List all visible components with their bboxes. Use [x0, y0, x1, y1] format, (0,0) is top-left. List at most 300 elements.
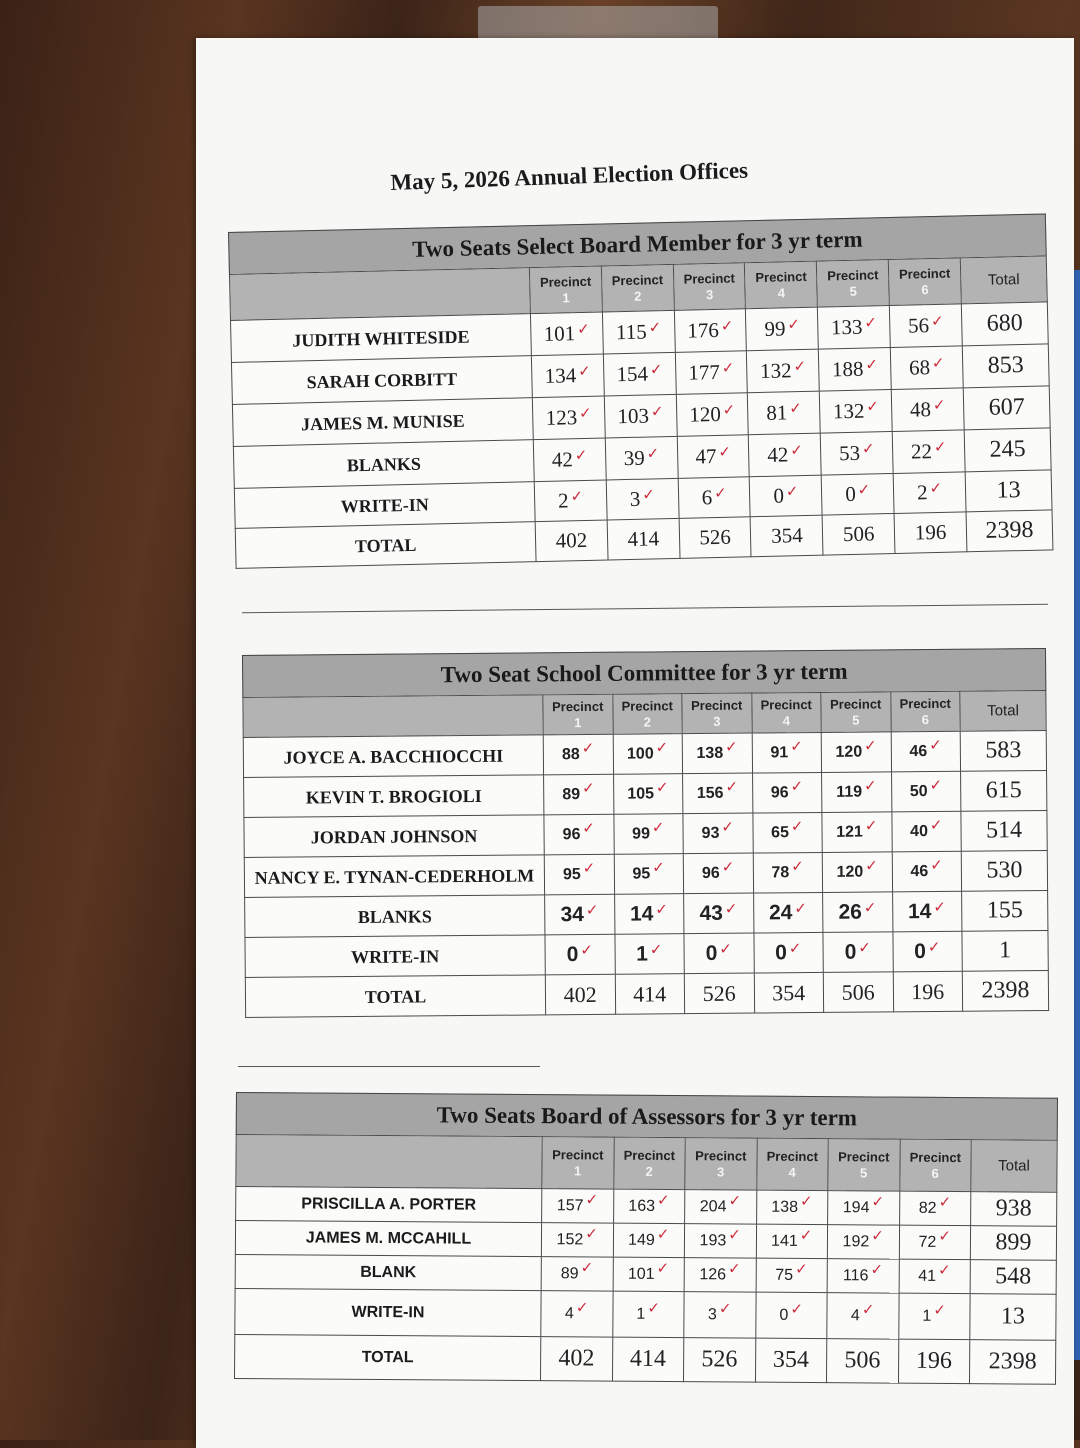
- table-row: [235, 1254, 1056, 1294]
- check-mark-icon: ✓: [585, 1190, 599, 1209]
- candidate-name: NANCY E. TYNAN-CEDERHOLM: [244, 855, 544, 898]
- check-mark-icon: ✓: [799, 1225, 813, 1245]
- check-mark-icon: ✓: [652, 858, 665, 877]
- check-mark-icon: ✓: [938, 1260, 951, 1279]
- check-mark-icon: ✓: [871, 1226, 884, 1245]
- precinct-count: [751, 515, 824, 557]
- check-mark-icon: ✓: [649, 939, 663, 958]
- precinct-label: Precinct: [899, 695, 951, 711]
- precinct-count: [544, 814, 614, 855]
- count-value: 196: [915, 1347, 952, 1375]
- row-total: 615: [961, 770, 1047, 811]
- precinct-count: [747, 349, 820, 393]
- count-value: 138: [696, 744, 724, 763]
- candidate-name: WRITE-IN: [235, 1288, 541, 1336]
- precinct-header: [673, 263, 746, 311]
- row-total: 155: [962, 890, 1048, 931]
- check-mark-icon: ✓: [871, 1192, 885, 1211]
- check-mark-icon: ✓: [929, 775, 943, 795]
- precinct-count: [542, 1189, 614, 1223]
- check-mark-icon: ✓: [651, 818, 665, 837]
- check-mark-icon: ✓: [800, 1191, 813, 1211]
- check-mark-icon: ✓: [864, 816, 878, 835]
- precinct-header: [682, 693, 752, 734]
- count-value: 24: [768, 900, 793, 924]
- row-total: 607: [963, 386, 1050, 430]
- count-value: 506: [841, 978, 875, 1005]
- check-mark-icon: ✓: [713, 483, 727, 503]
- count-value: 43: [699, 901, 724, 925]
- check-mark-icon: ✓: [581, 738, 595, 758]
- precinct-count: [541, 1223, 613, 1257]
- count-value: 14: [907, 899, 932, 923]
- check-mark-icon: ✓: [722, 400, 736, 419]
- count-value: 82: [918, 1199, 937, 1217]
- precinct-header: [821, 692, 891, 733]
- count-value: 120: [836, 863, 864, 881]
- school-committee-table: [242, 690, 1049, 1018]
- precinct-count: [679, 517, 752, 559]
- count-value: 101: [543, 321, 576, 346]
- count-value: 156: [696, 784, 724, 803]
- precinct-header: [543, 694, 613, 735]
- check-mark-icon: ✓: [648, 318, 662, 337]
- precinct-number: 4: [788, 1164, 796, 1180]
- precinct-count: [756, 1224, 828, 1258]
- precinct-count: [892, 931, 962, 972]
- precinct-count: [535, 520, 608, 562]
- precinct-count: [612, 1337, 684, 1381]
- count-value: 50: [909, 783, 928, 801]
- precinct-count: [823, 892, 893, 933]
- precinct-header: [899, 1139, 971, 1191]
- precinct-count: [892, 430, 965, 474]
- precinct-number: 2: [643, 713, 652, 729]
- count-value: 0: [844, 940, 857, 964]
- count-value: 126: [699, 1266, 727, 1284]
- precinct-count: [828, 1191, 900, 1225]
- check-mark-icon: ✓: [932, 395, 946, 415]
- precinct-count: [532, 396, 605, 440]
- precinct-count: [604, 394, 677, 438]
- count-value: 4: [564, 1305, 574, 1323]
- count-value: 105: [627, 785, 655, 803]
- precinct-count: [685, 1190, 757, 1224]
- count-value: 204: [699, 1198, 727, 1216]
- precinct-count: [822, 772, 892, 813]
- precinct-header: [828, 1139, 900, 1191]
- count-value: 1: [636, 941, 649, 966]
- name-column-header: [229, 268, 530, 321]
- check-mark-icon: ✓: [655, 738, 669, 757]
- count-value: 68: [908, 355, 931, 380]
- row-total: 548: [970, 1260, 1056, 1295]
- precinct-count: [821, 732, 891, 773]
- precinct-count: [684, 893, 754, 934]
- candidate-name: JAMES M. MUNISE: [232, 398, 533, 447]
- row-total: 13: [970, 1294, 1056, 1341]
- precinct-header: [529, 266, 602, 314]
- count-value: 1: [636, 1305, 646, 1323]
- row-total: 2398: [962, 970, 1048, 1011]
- check-mark-icon: ✓: [656, 1224, 670, 1244]
- precinct-count: [606, 478, 679, 520]
- precinct-count: [891, 731, 961, 772]
- count-value: 46: [909, 743, 928, 761]
- count-value: 14: [629, 901, 654, 926]
- precinct-count: [677, 435, 750, 479]
- precinct-count: [530, 312, 603, 356]
- precinct-label: Precinct: [551, 698, 604, 714]
- candidate-name: JUDITH WHITESIDE: [231, 314, 532, 363]
- precinct-count: [607, 518, 680, 560]
- count-value: 526: [701, 1346, 738, 1373]
- check-mark-icon: ✓: [585, 1224, 598, 1243]
- table-row: [244, 850, 1047, 897]
- precinct-count: [602, 310, 675, 354]
- precinct-count: [675, 351, 748, 395]
- precinct-count: [827, 1225, 899, 1259]
- precinct-count: [890, 346, 963, 390]
- candidate-name: TOTAL: [245, 975, 545, 1018]
- check-mark-icon: ✓: [574, 445, 588, 465]
- precinct-label: Precinct: [755, 268, 807, 285]
- precinct-count: [544, 774, 614, 815]
- precinct-count: [899, 1259, 971, 1293]
- precinct-count: [684, 1292, 756, 1338]
- check-mark-icon: ✓: [728, 1259, 741, 1278]
- candidate-name: BLANK: [235, 1254, 541, 1290]
- precinct-count: [898, 1339, 970, 1383]
- check-mark-icon: ✓: [575, 1298, 589, 1317]
- precinct-count: [676, 393, 749, 437]
- precinct-count: [614, 894, 684, 935]
- precinct-count: [746, 307, 819, 351]
- precinct-count: [894, 512, 967, 554]
- count-value: 176: [687, 317, 720, 343]
- check-mark-icon: ✓: [785, 482, 799, 501]
- check-mark-icon: ✓: [788, 938, 802, 957]
- row-total: 2398: [969, 1340, 1055, 1385]
- precinct-number: 2: [645, 1163, 653, 1179]
- count-value: 121: [836, 823, 863, 841]
- precinct-number: 6: [931, 1165, 939, 1181]
- check-mark-icon: ✓: [791, 857, 804, 876]
- precinct-header: [745, 261, 818, 309]
- count-value: 95: [562, 866, 581, 884]
- section-title: Two Seats Board of Assessors for 3 yr term: [236, 1092, 1058, 1140]
- check-mark-icon: ✓: [930, 311, 944, 331]
- candidate-name: TOTAL: [235, 522, 536, 569]
- candidate-name: SARAH CORBITT: [231, 356, 532, 405]
- precinct-header: [612, 694, 682, 735]
- precinct-label: Precinct: [909, 1149, 962, 1165]
- precinct-number: 6: [921, 281, 929, 297]
- precinct-label: Precinct: [552, 1146, 604, 1163]
- precinct-count: [613, 814, 683, 855]
- count-value: 123: [545, 405, 578, 430]
- precinct-number: 5: [849, 283, 858, 299]
- document-title: May 5, 2026 Annual Election Offices: [390, 157, 749, 195]
- count-value: 0: [705, 941, 718, 965]
- check-mark-icon: ✓: [870, 1260, 884, 1279]
- count-value: 3: [707, 1306, 717, 1324]
- check-mark-icon: ✓: [721, 857, 735, 876]
- count-value: 40: [910, 823, 929, 841]
- count-value: 116: [842, 1267, 869, 1285]
- check-mark-icon: ✓: [582, 858, 596, 878]
- precinct-count: [543, 734, 613, 775]
- precinct-count: [752, 772, 822, 813]
- count-value: 134: [544, 363, 577, 388]
- count-value: 177: [688, 359, 721, 385]
- precinct-count: [674, 309, 747, 353]
- check-mark-icon: ✓: [790, 777, 804, 796]
- count-value: 4: [850, 1307, 860, 1325]
- candidate-name: BLANKS: [245, 895, 545, 938]
- precinct-count: [753, 892, 823, 933]
- precinct-count: [545, 934, 615, 975]
- precinct-count: [683, 813, 753, 854]
- precinct-count: [820, 389, 893, 433]
- precinct-count: [818, 306, 891, 350]
- precinct-count: [603, 352, 676, 396]
- precinct-count: [684, 1224, 756, 1258]
- precinct-count: [821, 431, 894, 475]
- check-mark-icon: ✓: [649, 360, 663, 379]
- table-row: [235, 1288, 1056, 1340]
- count-value: 48: [909, 397, 932, 422]
- precinct-number: 1: [574, 1162, 582, 1178]
- precinct-count: [755, 1292, 827, 1338]
- table-row: [243, 730, 1046, 777]
- check-mark-icon: ✓: [790, 737, 803, 756]
- count-value: 193: [699, 1232, 727, 1250]
- precinct-count: [684, 973, 754, 1014]
- precinct-count: [753, 852, 823, 893]
- name-column-header: [243, 695, 543, 738]
- count-value: 154: [616, 361, 649, 387]
- row-total: 899: [970, 1226, 1056, 1261]
- table-row: [244, 810, 1047, 857]
- count-value: 414: [627, 526, 660, 552]
- precinct-label: Precinct: [760, 696, 812, 712]
- count-value: 46: [910, 863, 929, 881]
- precinct-count: [678, 477, 751, 519]
- precinct-count: [823, 932, 893, 973]
- count-value: 91: [770, 744, 789, 762]
- count-value: 354: [772, 1346, 809, 1374]
- row-total: 583: [960, 730, 1046, 771]
- count-value: 2: [916, 480, 928, 505]
- count-value: 42: [767, 442, 789, 467]
- precinct-label: Precinct: [827, 266, 879, 283]
- count-value: 120: [835, 743, 863, 761]
- count-value: 0: [914, 939, 927, 963]
- precinct-count: [684, 933, 754, 974]
- check-mark-icon: ✓: [930, 855, 943, 875]
- precinct-count: [893, 971, 963, 1012]
- count-value: 99: [764, 316, 786, 341]
- precinct-header: [542, 1137, 614, 1189]
- check-mark-icon: ✓: [718, 1299, 732, 1318]
- precinct-count: [756, 1190, 828, 1224]
- count-value: 22: [910, 439, 933, 464]
- precinct-count: [545, 894, 615, 935]
- count-value: 0: [775, 940, 788, 964]
- check-mark-icon: ✓: [929, 478, 943, 498]
- count-value: 0: [779, 1306, 789, 1324]
- precinct-count: [545, 974, 615, 1015]
- board-of-assessors-table: [234, 1134, 1058, 1385]
- count-value: 402: [563, 981, 597, 1007]
- count-value: 34: [560, 902, 585, 926]
- count-value: 132: [759, 358, 792, 383]
- precinct-label: Precinct: [829, 695, 882, 712]
- table-row: [245, 890, 1048, 937]
- precinct-header: [888, 258, 961, 306]
- precinct-number: 5: [852, 712, 860, 728]
- check-mark-icon: ✓: [857, 480, 871, 499]
- check-mark-icon: ✓: [724, 899, 738, 918]
- check-mark-icon: ✓: [718, 442, 732, 461]
- candidate-name: BLANKS: [233, 440, 534, 489]
- check-mark-icon: ✓: [582, 818, 596, 838]
- precinct-count: [531, 354, 604, 398]
- precinct-header: [685, 1138, 757, 1190]
- count-value: 75: [775, 1266, 794, 1284]
- count-value: 526: [699, 524, 732, 550]
- precinct-number: 4: [782, 712, 791, 728]
- count-value: 41: [918, 1267, 937, 1285]
- count-value: 141: [771, 1232, 798, 1250]
- check-mark-icon: ✓: [927, 937, 941, 956]
- precinct-header: [751, 692, 821, 733]
- check-mark-icon: ✓: [795, 1259, 808, 1278]
- table-row: [245, 930, 1048, 977]
- check-mark-icon: ✓: [581, 778, 595, 798]
- check-mark-icon: ✓: [787, 315, 801, 334]
- precinct-label: Precinct: [898, 265, 951, 282]
- table-row: [236, 1187, 1057, 1227]
- precinct-count: [750, 475, 823, 517]
- count-value: 89: [562, 786, 581, 804]
- precinct-count: [605, 436, 678, 480]
- count-value: 3: [629, 486, 641, 511]
- count-value: 89: [560, 1265, 579, 1283]
- check-mark-icon: ✓: [656, 1258, 670, 1278]
- table-row: [245, 970, 1048, 1017]
- precinct-count: [754, 972, 824, 1013]
- count-value: 157: [556, 1197, 584, 1215]
- check-mark-icon: ✓: [933, 1300, 947, 1319]
- precinct-count: [683, 1338, 755, 1382]
- precinct-count: [749, 433, 822, 477]
- precinct-count: [612, 1291, 684, 1337]
- count-value: 506: [844, 1347, 881, 1374]
- candidate-name: KEVIN T. BROGIOLI: [244, 775, 544, 818]
- count-value: 526: [702, 980, 736, 1006]
- precinct-count: [899, 1191, 971, 1225]
- count-value: 6: [701, 485, 713, 510]
- count-value: 152: [556, 1231, 584, 1249]
- count-value: 99: [632, 825, 651, 843]
- precinct-count: [891, 771, 961, 812]
- check-mark-icon: ✓: [728, 1225, 741, 1244]
- precinct-number: 5: [860, 1164, 868, 1180]
- row-total: 938: [971, 1192, 1057, 1227]
- row-total: 514: [961, 810, 1047, 851]
- count-value: 81: [766, 400, 788, 425]
- count-value: 88: [561, 746, 580, 764]
- count-value: 96: [562, 826, 581, 844]
- total-column-header: Total: [960, 690, 1046, 731]
- candidate-name: JAMES M. MCCAHILL: [235, 1221, 541, 1257]
- check-mark-icon: ✓: [931, 353, 945, 373]
- divider-line: [238, 1066, 540, 1067]
- check-mark-icon: ✓: [864, 313, 878, 332]
- count-value: 100: [626, 745, 654, 763]
- header-row: [243, 690, 1046, 737]
- precinct-count: [892, 891, 962, 932]
- check-mark-icon: ✓: [728, 1191, 742, 1210]
- count-value: 95: [632, 865, 651, 883]
- precinct-count: [889, 304, 962, 348]
- precinct-count: [684, 1258, 756, 1292]
- precinct-count: [683, 853, 753, 894]
- count-value: 2: [557, 488, 569, 513]
- precinct-count: [752, 812, 822, 853]
- candidate-name: WRITE-IN: [245, 935, 545, 978]
- precinct-header: [601, 264, 674, 312]
- precinct-header: [756, 1138, 828, 1190]
- precinct-header: [613, 1137, 685, 1189]
- check-mark-icon: ✓: [725, 777, 739, 796]
- precinct-number: 2: [634, 288, 642, 304]
- check-mark-icon: ✓: [655, 778, 669, 797]
- precinct-label: Precinct: [690, 697, 743, 713]
- check-mark-icon: ✓: [933, 897, 947, 916]
- header-row: [236, 1135, 1057, 1193]
- count-value: 163: [628, 1197, 656, 1215]
- precinct-count: [755, 1338, 827, 1382]
- precinct-count: [613, 1257, 685, 1291]
- check-mark-icon: ✓: [657, 1190, 670, 1210]
- count-value: 506: [842, 521, 875, 547]
- precinct-count: [753, 932, 823, 973]
- check-mark-icon: ✓: [578, 403, 592, 423]
- precinct-count: [541, 1257, 613, 1291]
- count-value: 53: [838, 440, 861, 466]
- count-value: 354: [770, 523, 803, 548]
- check-mark-icon: ✓: [933, 437, 947, 457]
- check-mark-icon: ✓: [725, 737, 738, 756]
- count-value: 149: [628, 1231, 655, 1249]
- check-mark-icon: ✓: [863, 897, 877, 917]
- check-mark-icon: ✓: [650, 402, 664, 421]
- check-mark-icon: ✓: [929, 815, 943, 835]
- check-mark-icon: ✓: [576, 319, 590, 339]
- count-value: 47: [695, 443, 717, 469]
- count-value: 402: [558, 1345, 595, 1372]
- precinct-count: [893, 472, 966, 514]
- count-value: 120: [689, 401, 722, 427]
- candidate-name: JORDAN JOHNSON: [244, 815, 544, 858]
- check-mark-icon: ✓: [655, 899, 669, 918]
- row-total: 680: [961, 302, 1048, 346]
- check-mark-icon: ✓: [721, 358, 735, 377]
- check-mark-icon: ✓: [646, 444, 660, 463]
